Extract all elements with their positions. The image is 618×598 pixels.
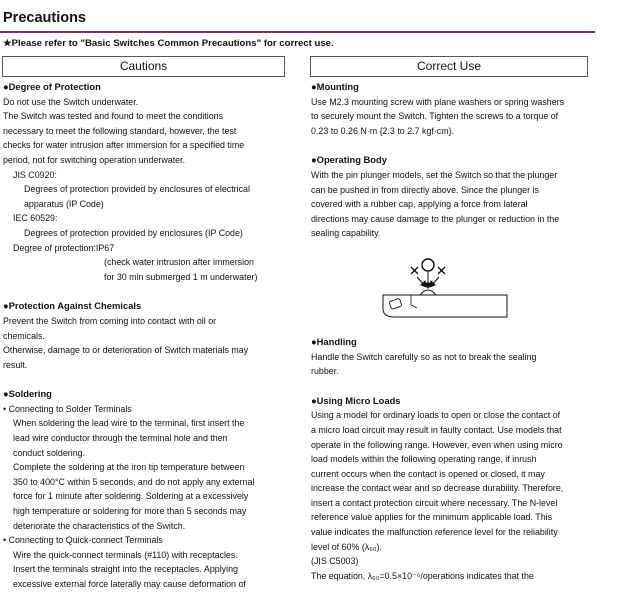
text-line: Insert the terminals straight into the receptacles. Applying bbox=[13, 564, 238, 575]
page-title: Precautions bbox=[3, 10, 86, 26]
section-heading: ●Operating Body bbox=[311, 154, 387, 166]
switch-body bbox=[383, 295, 507, 317]
cautions-header: Cautions bbox=[2, 56, 285, 77]
text-line: necessary to meet the following standard, however, the test bbox=[3, 125, 237, 136]
text-line: chemicals. bbox=[3, 330, 45, 341]
text-line: With the pin plunger models, set the Switch so that the plunger bbox=[311, 169, 558, 180]
text-line: force for 1 minute after soldering. Soldering at a excessively bbox=[13, 491, 249, 502]
plunger-diagram-svg bbox=[371, 247, 521, 333]
text-line: operate in the following range. However, even when using micro bbox=[311, 439, 563, 450]
text-line: high temperature or soldering for more than 5 seconds may bbox=[13, 506, 247, 517]
text-line: Otherwise, damage to or deterioration of Switch materials may bbox=[3, 345, 249, 356]
section-heading: ●Handling bbox=[311, 335, 357, 347]
degree-of-protection-section bbox=[3, 80, 288, 284]
text-line: Prevent the Switch from coming into contact with oil or bbox=[3, 315, 217, 326]
text-line: sealing capability. bbox=[311, 228, 381, 239]
correct-use-header: Correct Use bbox=[310, 56, 588, 77]
mounting-section bbox=[311, 80, 595, 138]
standard-label: IEC 60529: bbox=[13, 213, 58, 224]
text-line: level of 60% (λ₆₀). bbox=[311, 541, 382, 552]
reference-note: ★Please refer to "Basic Switches Common Precautions" for correct use. bbox=[3, 38, 334, 49]
soldering-section bbox=[3, 387, 288, 591]
text-line: The Switch was tested and found to meet the conditions bbox=[3, 111, 224, 122]
text-line: load models within the following operating range, if inrush bbox=[311, 454, 537, 465]
protection-note: for 30 min submerged 1 m underwater) bbox=[104, 271, 258, 282]
text-line: reference value applies for the minimum applicable load. This bbox=[311, 512, 553, 523]
correct-use-column bbox=[311, 80, 595, 589]
text-line: lead wire conductor through the terminal hole and then bbox=[13, 433, 228, 444]
text-line: a micro load circuit may result in faulty contact. Use models that bbox=[311, 424, 562, 435]
section-heading: ●Soldering bbox=[3, 388, 52, 400]
text-line: can be pushed in from directly above. Since the plunger is bbox=[311, 184, 539, 195]
text-line: Using a model for ordinary loads to open or close the contact of bbox=[311, 410, 561, 421]
standard-desc: Degrees of protection provided by enclosures of electrical bbox=[24, 184, 250, 195]
section-heading: ●Using Micro Loads bbox=[311, 394, 401, 406]
text-line: 350 to 400°C within 5 seconds, and do not apply any external bbox=[13, 476, 255, 487]
text-line: value indicates the malfunction reference level for the reliability bbox=[311, 527, 558, 538]
text-line: Do not use the Switch underwater. bbox=[3, 96, 139, 107]
text-line: conduct soldering. bbox=[13, 447, 86, 458]
text-line: current occurs when the contact is opened or closed, it may bbox=[311, 468, 545, 479]
text-line: rubber. bbox=[311, 366, 339, 377]
protection-note: (check water intrusion after immersion bbox=[104, 257, 254, 268]
text-line: Use M2.3 mounting screw with plane washers or spring washers bbox=[311, 96, 565, 107]
text-line: period, not for switching operation underwater. bbox=[3, 154, 186, 165]
plunger-cap bbox=[420, 290, 436, 295]
standard-desc: Degrees of protection provided by enclosures (IP Code) bbox=[24, 227, 243, 238]
standard-label: JIS C0920: bbox=[13, 169, 57, 180]
subheading: • Connecting to Quick-connect Terminals bbox=[3, 535, 163, 546]
force-arrows-icon bbox=[417, 272, 439, 288]
operating-body-section bbox=[311, 153, 595, 241]
text-line: (JIS C5003) bbox=[311, 556, 359, 567]
text-line: deteriorate the characteristics of the Switch. bbox=[13, 520, 186, 531]
text-line: When soldering the lead wire to the terminal, first insert the bbox=[13, 418, 245, 429]
text-line: 0.23 to 0.26 N·m {2.3 to 2.7 kgf·cm}. bbox=[311, 125, 455, 136]
text-line: excessive external force laterally may cause deformation of bbox=[13, 579, 246, 589]
text-line: Complete the soldering at the iron tip temperature between bbox=[13, 462, 245, 473]
cautions-column bbox=[3, 80, 288, 598]
section-heading: ●Protection Against Chemicals bbox=[3, 300, 142, 312]
standard-desc: apparatus (IP Code) bbox=[24, 198, 104, 209]
text-line: covered with a rubber cap, applying a force from lateral bbox=[311, 199, 528, 210]
text-line: result. bbox=[3, 359, 28, 370]
micro-loads-section bbox=[311, 394, 595, 584]
text-line: Handle the Switch carefully so as not to break the sealing bbox=[311, 351, 537, 362]
incorrect-mark-icon bbox=[438, 267, 445, 274]
text-line: increase the contact wear and so decrease durability. Therefore, bbox=[311, 483, 564, 494]
section-heading: ●Mounting bbox=[311, 81, 359, 92]
text-line: The equation, λ₆₀=0.5×10⁻⁶/operations indicates that the bbox=[311, 570, 534, 581]
text-line: insert a contact protection circuit where necessary. The N-level bbox=[311, 497, 558, 508]
subheading: • Connecting to Solder Terminals bbox=[3, 403, 132, 414]
text-line: to securely mount the Switch. Tighten the screws to a torque of bbox=[311, 111, 559, 122]
title-rule bbox=[0, 31, 595, 33]
incorrect-mark-icon bbox=[411, 267, 418, 274]
text-line: checks for water intrusion after immersion for a specified time bbox=[3, 140, 245, 151]
text-line: Wire the quick-connect terminals (#110) with receptacles. bbox=[13, 549, 238, 560]
plunger-direction-diagram bbox=[311, 247, 595, 335]
correct-mark-icon bbox=[422, 259, 434, 271]
protection-degree: Degree of protection:IP67 bbox=[13, 242, 115, 253]
section-heading: ●Degree of Protection bbox=[3, 81, 101, 92]
handling-section bbox=[311, 335, 595, 379]
chemicals-section bbox=[3, 299, 288, 372]
text-line: directions may cause damage to the plunger or reduction in the bbox=[311, 213, 560, 224]
